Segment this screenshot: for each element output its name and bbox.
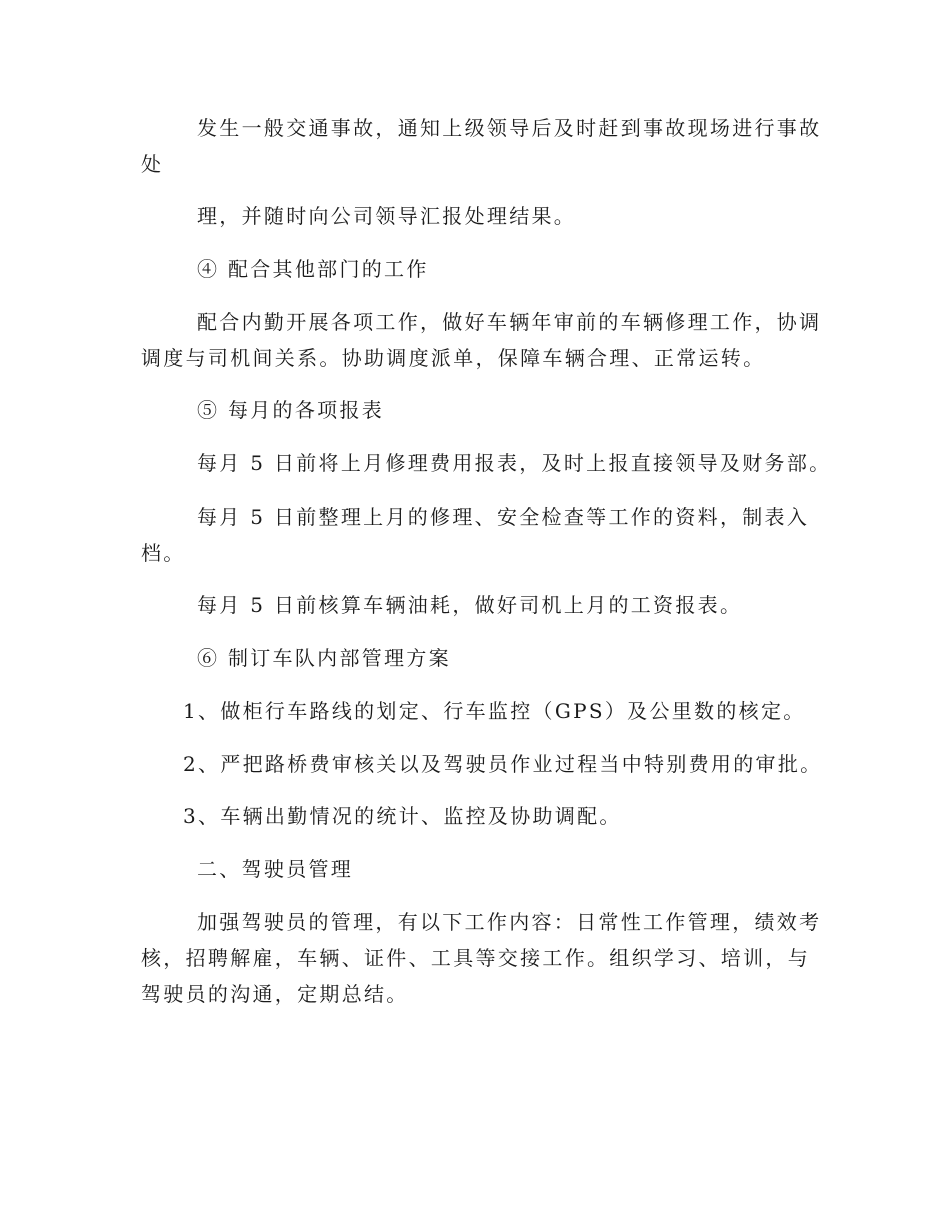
- paragraph-line: 调度与司机间关系。协助调度派单，保障车辆合理、正常运转。: [141, 346, 766, 370]
- paragraph-line: 理，并随时向公司领导汇报处理结果。: [197, 204, 577, 228]
- section-heading: ④ 配合其他部门的工作: [197, 257, 429, 281]
- section-heading: ⑥ 制订车队内部管理方案: [197, 646, 451, 670]
- paragraph-line: 驾驶员的沟通，定期总结。: [141, 982, 409, 1006]
- paragraph-line: 核，招聘解雇，车辆、证件、工具等交接工作。组织学习、培训，与: [141, 946, 810, 970]
- paragraph-line: 档。: [141, 541, 186, 565]
- section-heading: 二、驾驶员管理: [197, 857, 354, 881]
- list-item: 2、严把路桥费审核关以及驾驶员作业过程当中特别费用的审批。: [183, 752, 823, 776]
- paragraph-line: 加强驾驶员的管理，有以下工作内容：日常性工作管理，绩效考: [197, 910, 822, 934]
- paragraph-line: 每月 5 日前将上月修理费用报表，及时上报直接领导及财务部。: [197, 451, 832, 475]
- list-item: 3、车辆出勤情况的统计、监控及协助调配。: [183, 804, 622, 828]
- paragraph-line: 发生一般交通事故，通知上级领导后及时赶到事故现场进行事故: [197, 116, 822, 140]
- paragraph-line: 每月 5 日前核算车辆油耗，做好司机上月的工资报表。: [197, 593, 743, 617]
- section-heading: ⑤ 每月的各项报表: [197, 398, 385, 422]
- paragraph-line: 配合内勤开展各项工作，做好车辆年审前的车辆修理工作，协调: [197, 310, 822, 334]
- paragraph-line: 每月 5 日前整理上月的修理、安全检查等工作的资料，制表入: [197, 505, 810, 529]
- list-item: 1、做柜行车路线的划定、行车监控（GPS）及公里数的核定。: [183, 699, 806, 723]
- paragraph-line: 处: [141, 152, 164, 176]
